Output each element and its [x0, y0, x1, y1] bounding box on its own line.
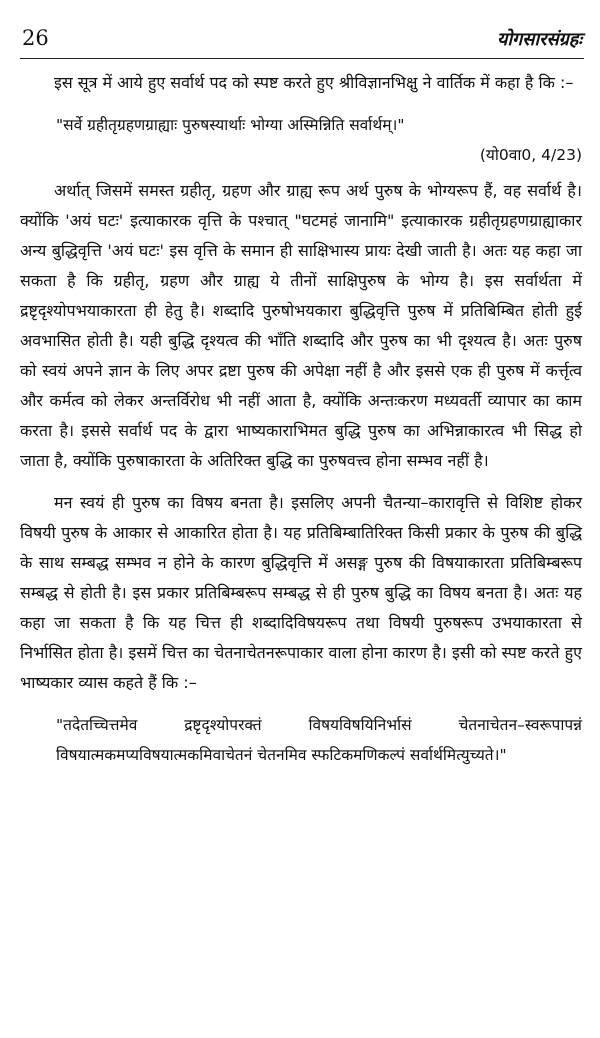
- header-rule: [20, 58, 584, 59]
- paragraph-intro: इस सूत्र में आये हुए सर्वार्थ पद को स्पष्ट करते हुए श्रीविज्ञानभिक्षु ने वार्तिक में कहा है कि :–: [54, 73, 574, 92]
- quote-1-reference: (यो0वा0, 4/23): [479, 146, 582, 164]
- paragraph-explanation: अर्थात् जिसमें समस्त ग्रहीतृ, ग्रहण और ग्राह्य रूप अर्थ पुरुष के भोग्यरूप हैं, वह सर्वार्थ है। क्योंकि 'अयं घटः' इत्याकारक वृत्ति के पश्चात् "घटमहं जानामि" इत्याकारक ग्रहीतृग्रहणग्राह्याकार अन्य बुद्धिवृत्ति 'अयं घटः' इस वृत्ति के समान ही साक्षिभास्य प्रायः देखी जाती है। अतः यह कहा जा सकता है कि ग्रहीतृ, ग्रहण और ग्राह्य ये तीनों साक्षिपुरुष के भोग्य है। इस सर्वार्थता में द्रष्टृदृश्योपभयाकारता ही हेतु है। शब्दादि पुरुषोभयकारा बुद्धिवृत्ति पुरुष में प्रतिबिम्बित होती हुई अवभासित होती है। यही बुद्धि दृश्यत्व की भाँति शब्दादि और पुरुष का भी दृश्यत्व है। अतः पुरुष को स्वयं अपने ज्ञान के लिए अपर द्रष्टा पुरुष की अपेक्षा नहीं है और इससे एक ही पुरुष में कर्त्तृत्व और कर्मत्व को लेकर अन्तर्विरोध भी नहीं आता है, क्योंकि अन्तःकरण मध्यवर्ती व्यापार का काम करता है। इससे सर्वार्थ पद के द्वारा भाष्यकाराभिमत बुद्धि पुरुष का अभिन्नाकारत्व भी सिद्ध हो जाता है, क्योंकि पुरुषाकारता के अतिरिक्त बुद्धि का पुरुषवत्त्व होना सम्भव नहीं है।: [20, 181, 582, 470]
- sanskrit-quote-2: "तदेतच्चित्तमेव द्रष्टृदृश्योपरक्तं विषयविषयिनिर्भासं चेतनाचेतन–स्वरूपापन्नं विषयात्मकमप्यविषयात्मकमिवाचेतनं चेतनमिव स्फटिकमणिकल्पं सर्वार्थमित्युच्यते।": [56, 716, 582, 764]
- running-title: योगसारसंग्रहः: [497, 29, 582, 50]
- sanskrit-quote-1: "सर्वे ग्रहीतृग्रहणग्राह्याः पुरुषस्यार्थाः भोग्या अस्मिन्निति सर्वार्थम्।": [56, 116, 405, 134]
- page-body: [20, 68, 582, 770]
- page-number: 26: [22, 26, 49, 50]
- paragraph-mind: मन स्वयं ही पुरुष का विषय बनता है। इसलिए अपनी चैतन्या–कारावृत्ति से विशिष्ट होकर विषयी पुरुष के आकार से आकारित होता है। यह प्रतिबिम्बातिरिक्त किसी प्रकार के पुरुष की बुद्धि के साथ सम्बद्ध सम्भव न होने के कारण बुद्धिवृत्ति में असङ्ग पुरुष की विषयाकारता प्रतिबिम्बरूप सम्बद्ध से होती है। इस प्रकार प्रतिबिम्बरूप सम्बद्ध से ही पुरुष बुद्धि का विषय बनता है। अतः यह कहा जा सकता है कि यह चित्त ही शब्दादिविषयरूप तथा विषयी पुरुषरूप उभयाकारता से निर्भासित होता है। इसमें चित्त का चेतनाचेतनरूपाकार वाला होना कारण है। इसी को स्पष्ट करते हुए भाष्यकार व्यास कहते हैं कि :–: [20, 493, 582, 692]
- page-header: [22, 26, 582, 60]
